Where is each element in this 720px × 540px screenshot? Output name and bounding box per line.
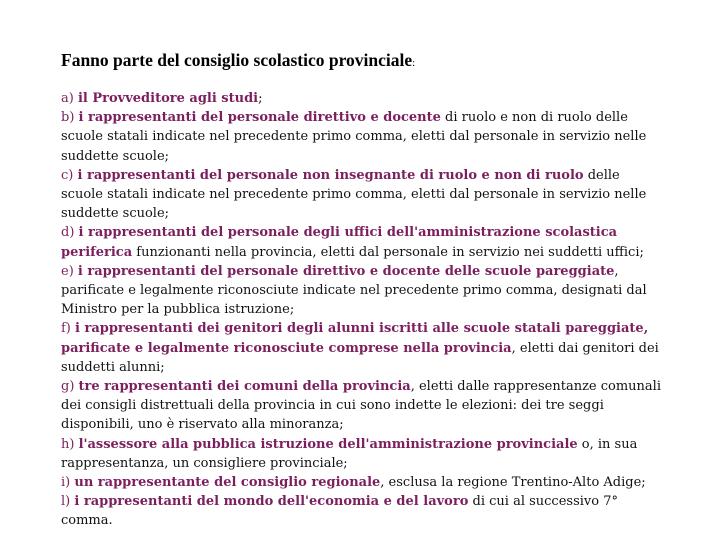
title-text: Fanno parte del consiglio scolastico provinciale: [61, 50, 413, 70]
item-letter: d): [61, 225, 79, 241]
item-highlight: tre rappresentanti dei comuni della provincia: [78, 379, 411, 395]
list-item: [61, 166, 661, 224]
list-item: [61, 89, 661, 108]
list-item: [61, 377, 661, 435]
list-item: [61, 262, 661, 320]
item-highlight: un rappresentante del consiglio regionale: [74, 475, 381, 491]
title-colon: :: [412, 57, 416, 69]
item-text: ;: [258, 91, 263, 106]
item-highlight: i rappresentanti del personale non insegnante di ruolo e non di ruolo: [77, 167, 584, 183]
item-letter: a): [61, 91, 78, 106]
page-title: [61, 50, 415, 71]
item-highlight: i rappresentanti del personale direttivo e docente delle scuole pareggiate: [77, 263, 615, 279]
item-letter: c): [61, 167, 78, 183]
item-text: , eletti dalle rappresentanze comunali dei consigli distrettuali della provincia in cui sono indette le elezioni: dei tre seggi disponibili, uno è riservato alla minoranza;: [61, 379, 661, 433]
item-highlight: i rappresentanti del personale degli uffici dell'amministrazione scolastica periferica: [61, 225, 618, 260]
item-text: delle scuole statali indicate nel precedente primo comma, eletti dal personale in servizio nelle suddette scuole;: [61, 167, 647, 222]
item-highlight: i rappresentanti del personale direttivo e docente: [78, 110, 441, 126]
item-highlight: i rappresentanti del mondo dell'economia e del lavoro: [74, 494, 469, 510]
item-text: o, in sua rappresentanza, un consigliere provinciale;: [61, 436, 638, 471]
item-letter: i): [61, 475, 75, 491]
item-letter: g): [61, 379, 79, 395]
list-item: [61, 435, 661, 473]
item-highlight: l'assessore alla pubblica istruzione dell'amministrazione provinciale: [78, 436, 578, 452]
item-text: , eletti dai genitori dei suddetti alunni;: [61, 340, 659, 375]
item-text: di cui al successivo 7° comma.: [61, 494, 618, 529]
item-text: , esclusa la regione Trentino-Alto Adige;: [380, 475, 646, 491]
item-text: di ruolo e non di ruolo delle scuole statali indicate nel precedente primo comma, eletti dal personale in servizio nelle suddette scuole;: [61, 110, 647, 164]
item-text: , parificate e legalmente riconosciute indicate nel precedente primo comma, designati dal Ministro per la pubblica istruzione;: [61, 263, 647, 318]
item-letter: f): [61, 321, 76, 337]
item-list: [61, 89, 661, 531]
list-item: [61, 319, 661, 377]
item-highlight: i rappresentanti dei genitori degli alunni iscritti alle scuole statali pareggiate, parificate e legalmente riconosciute comprese nella provincia: [61, 321, 649, 356]
item-letter: b): [61, 110, 79, 126]
item-letter: e): [61, 263, 78, 279]
item-letter: h): [61, 436, 79, 452]
list-item: [61, 473, 661, 492]
list-item: [61, 108, 661, 166]
list-item: [61, 223, 661, 261]
item-letter: l): [61, 494, 75, 510]
item-highlight: il Provveditore agli studi: [77, 91, 259, 106]
item-text: funzionanti nella provincia, eletti dal personale in servizio nei suddetti uffici;: [132, 244, 644, 260]
list-item: [61, 492, 661, 530]
